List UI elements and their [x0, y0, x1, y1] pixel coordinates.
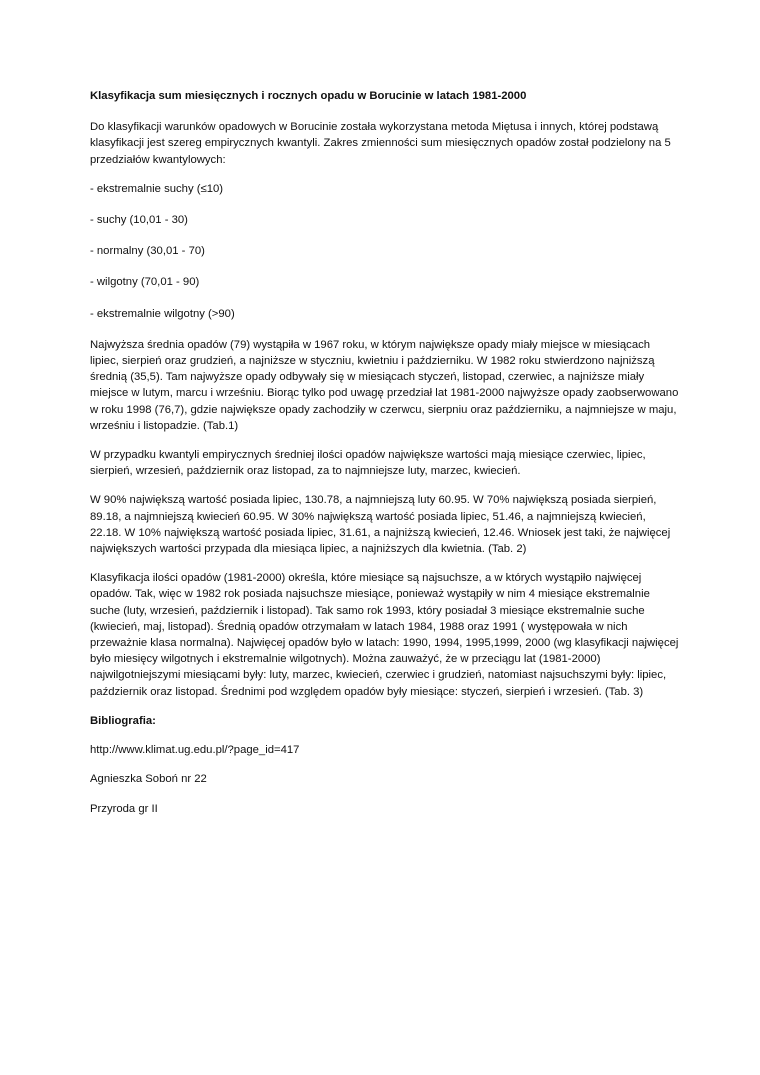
range-item-normal: - normalny (30,01 - 70) [90, 245, 205, 258]
range-item-extremely-wet: - ekstremalnie wilgotny (>90) [90, 307, 235, 320]
body-paragraph-1: Najwyższa średnia opadów (79) wystąpiła w 1967 roku, w którym największe opady miały miejsce w miesiącach lipiec, sierpień oraz grudzień, a najniższe w styczniu, kwietniu i październiku. W 1982 roku stwierdzono najniższą średnią (35,5). Tam najwyższe opady odbywały się w miesiącach styczeń, listopad, czerwiec, a najniższe miały miejsce w lutym, marcu i wrześniu. Biorąc tylko pod uwagę przedział lat 1981-2000 najwyższe opady zaobserwowano w roku 1998 (76,7), gdzie największe opady zachodziły w czerwcu, sierpniu oraz październiku, a najmniejsze w maju, wrześniu i listopadzie. (Tab.1) [90, 338, 679, 432]
document-title: Klasyfikacja sum miesięcznych i rocznych opadu w Borucinie w latach 1981-2000 [90, 90, 527, 102]
range-item-wet: - wilgotny (70,01 - 90) [90, 276, 200, 289]
bibliography-heading: Bibliografia: [90, 714, 156, 727]
range-item-extremely-dry: - ekstremalnie suchy (≤10) [90, 182, 224, 195]
group-line: Przyroda gr II [90, 802, 158, 815]
range-item-dry: - suchy (10,01 - 30) [90, 214, 188, 227]
body-paragraph-4: Klasyfikacja ilości opadów (1981-2000) określa, które miesiące są najsuchsze, a w których wystąpiło najwięcej opadów. Tak, więc w 1982 rok posiada najsuchsze miesiące, ponieważ wystąpiły w nim 4 miesiące ekstremalnie suche (luty, wrzesień, październik i listopad). Tak samo rok 1993, który posiadał 3 miesiące ekstremalnie suche (kwiecień, maj, listopad). Średnią opadów otrzymałam w latach 1984, 1988 oraz 1991 ( występowała w nich przeważnie klasa normalna). Najwięcej opadów było w latach: 1990, 1994, 1995,1999, 2000 (wg klasyfikacji najwięcej było miesięcy wilgotnych i ekstremalnie wilgotnych). Można zauważyć, że w przeciągu lat (1981-2000) najwilgotniejszymi miesiącami były: luty, marzec, kwiecień, czerwiec i grudzień, natomiast najsuchszymi były: lipiec, październik oraz listopad. Średnimi pod względem opadów były miesiące: styczeń, sierpień i wrzesień. (Tab. 3) [90, 572, 679, 698]
intro-paragraph: Do klasyfikacji warunków opadowych w Borucinie została wykorzystana metoda Miętusa i innych, której podstawą klasyfikacji jest szereg empirycznych kwantyli. Zakres zmienności sum miesięcznych opadów został podzielony na 5 przedziałów kwantylowych: [90, 121, 671, 166]
body-paragraph-2: W przypadku kwantyli empirycznych średniej ilości opadów największe wartości mają miesiące czerwiec, lipiec, sierpień, wrzesień, październik oraz listopad, za to najmniejsze luty, marzec, kwiecień. [90, 449, 646, 478]
body-paragraph-3: W 90% największą wartość posiada lipiec, 130.78, a najmniejszą luty 60.95. W 70% największą posiada sierpień, 89.18, a najmniejszą kwiecień 60.95. W 30% największą wartość posiada lipiec, 51.46, a najmniejszą kwiecień, 22.18. W 10% największą wartość posiada lipiec, 31.61, a najniższą kwiecień, 12.46. Wniosek jest taki, że najwięcej największych wartości przypada dla miesiąca lipiec, a najniższych dla kwietnia. (Tab. 2) [90, 494, 671, 556]
author-line: Agnieszka Soboń nr 22 [90, 773, 207, 786]
document-body [90, 88, 680, 830]
bibliography-link[interactable]: http://www.klimat.ug.edu.pl/?page_id=417 [90, 744, 300, 757]
